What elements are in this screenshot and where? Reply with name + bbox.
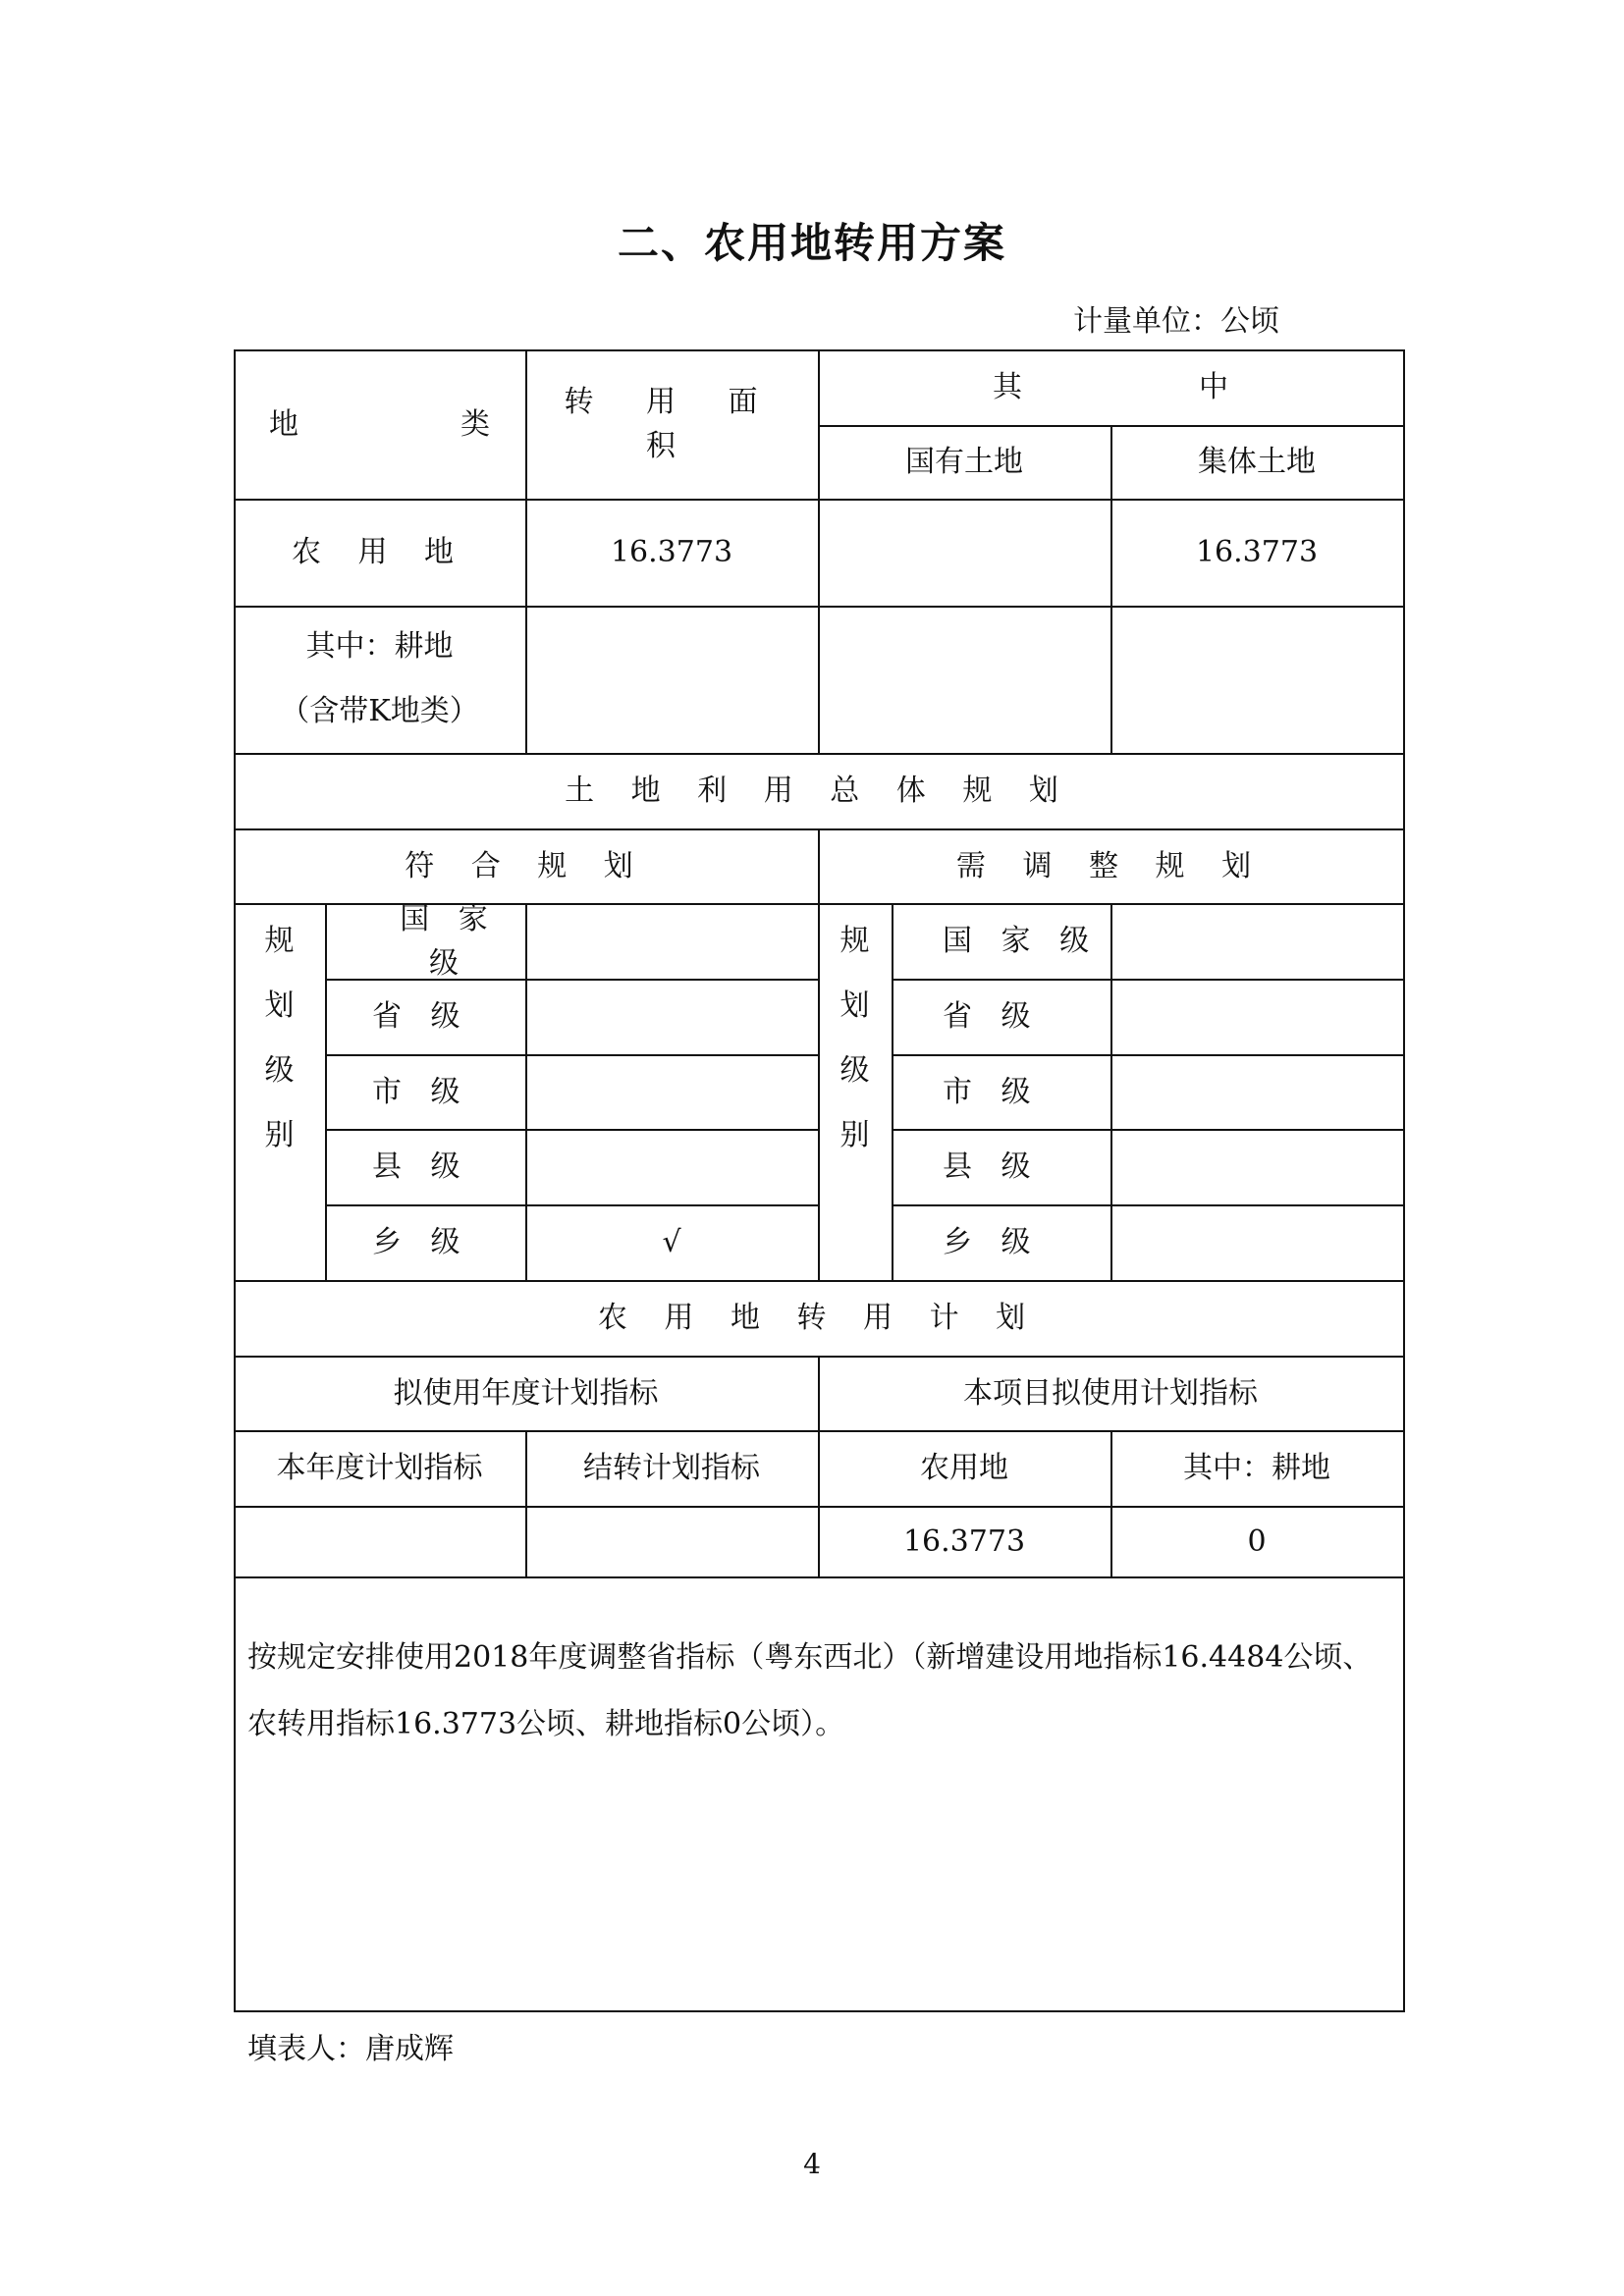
annual-plan-quota-title: 拟使用年度计划指标 (393, 1375, 659, 1411)
left-value-national (525, 903, 818, 979)
left-value-provincial (525, 979, 818, 1054)
page-title: 二、农用地转用方案 (617, 219, 1006, 267)
level-label-char: 划 (839, 988, 870, 1023)
row-divider (234, 1576, 1405, 1578)
row-label-cultivated (234, 606, 525, 753)
header-land-type-char: 类 (460, 406, 490, 442)
header-land-type-char: 地 (269, 406, 298, 442)
header-among-char: 中 (1199, 370, 1228, 404)
header-among-char: 其 (993, 370, 1022, 404)
right-level-label (818, 903, 892, 1158)
project-plan-quota-title: 本项目拟使用计划指标 (963, 1375, 1258, 1411)
value-cultivated: 0 (1247, 1523, 1267, 1559)
table-border-bottom (234, 2010, 1405, 2012)
right-value-provincial (1110, 979, 1403, 1054)
row-label-farmland: 农 用 地 (291, 535, 468, 569)
left-value-county (525, 1129, 818, 1204)
level-label-char: 别 (839, 1118, 870, 1152)
left-level-label (234, 903, 325, 1158)
section-title-conversion-plan: 农 用 地 转 用 计 划 (597, 1301, 1040, 1335)
right-level-township: 乡 级 (943, 1225, 1041, 1259)
left-level-county: 县 级 (372, 1149, 470, 1184)
cell-collective: 16.3773 (1195, 535, 1319, 569)
subheader-carryover-quota: 结转计划指标 (583, 1451, 760, 1485)
value-farmland: 16.3773 (902, 1523, 1026, 1559)
cell-state (818, 499, 1110, 606)
value-this-year-quota (234, 1506, 525, 1576)
right-level-county: 县 级 (943, 1149, 1041, 1184)
subheader-farmland: 农用地 (920, 1451, 1008, 1485)
cell-collective (1110, 606, 1403, 753)
right-value-city (1110, 1054, 1403, 1129)
row-label-line: 其中：耕地 (305, 629, 454, 664)
level-label-char: 别 (264, 1118, 295, 1152)
level-label-char: 级 (264, 1053, 295, 1088)
right-level-provincial: 省 级 (943, 999, 1041, 1034)
right-value-county (1110, 1129, 1403, 1204)
form-filler: 填表人：唐成辉 (247, 2032, 454, 2066)
section-title-overall-plan: 土 地 利 用 总 体 规 划 (565, 774, 1072, 808)
level-label-char: 级 (839, 1053, 870, 1088)
header-state-land: 国有土地 (905, 445, 1023, 479)
subheader-cultivated: 其中：耕地 (1183, 1451, 1330, 1485)
remarks-text: 按规定安排使用2018年度调整省指标（粤东西北）（新增建设用地指标16.4484公顷、农转用指标16.3773公顷、耕地指标0公顷）。 (247, 1640, 1373, 1741)
left-level-township: 乡 级 (372, 1225, 470, 1259)
cell-area (525, 606, 818, 753)
left-value-city (525, 1054, 818, 1129)
left-level-provincial: 省 级 (372, 999, 470, 1034)
row-label-line: （含带K地类） (280, 694, 479, 728)
header-land-type (234, 349, 525, 499)
level-label-char: 划 (264, 988, 295, 1023)
left-value-township-check: √ (662, 1225, 681, 1259)
page-number: 4 (803, 2148, 821, 2180)
header-converted-area: 转 用 面 积 (564, 385, 780, 463)
table-border-right (1403, 349, 1405, 2012)
value-carryover-quota (525, 1506, 818, 1576)
left-level-city: 市 级 (372, 1074, 470, 1109)
unit-label: 计量单位：公顷 (1073, 304, 1279, 339)
cell-state (818, 606, 1110, 753)
right-value-township (1110, 1204, 1403, 1280)
cell-area: 16.3773 (610, 535, 733, 569)
level-label-char: 规 (264, 924, 295, 958)
conforming-plan-title: 符 合 规 划 (405, 848, 647, 883)
right-level-national: 国 家 级 (943, 924, 1100, 958)
level-label-char: 规 (839, 924, 870, 958)
header-among (818, 349, 1403, 425)
subheader-this-year-quota: 本年度计划指标 (276, 1451, 483, 1485)
left-level-national: 国 家 级 (400, 901, 498, 981)
right-level-city: 市 级 (943, 1074, 1041, 1109)
right-value-national (1110, 903, 1403, 979)
header-collective-land: 集体土地 (1198, 445, 1316, 479)
adjust-plan-title: 需 调 整 规 划 (955, 848, 1266, 883)
